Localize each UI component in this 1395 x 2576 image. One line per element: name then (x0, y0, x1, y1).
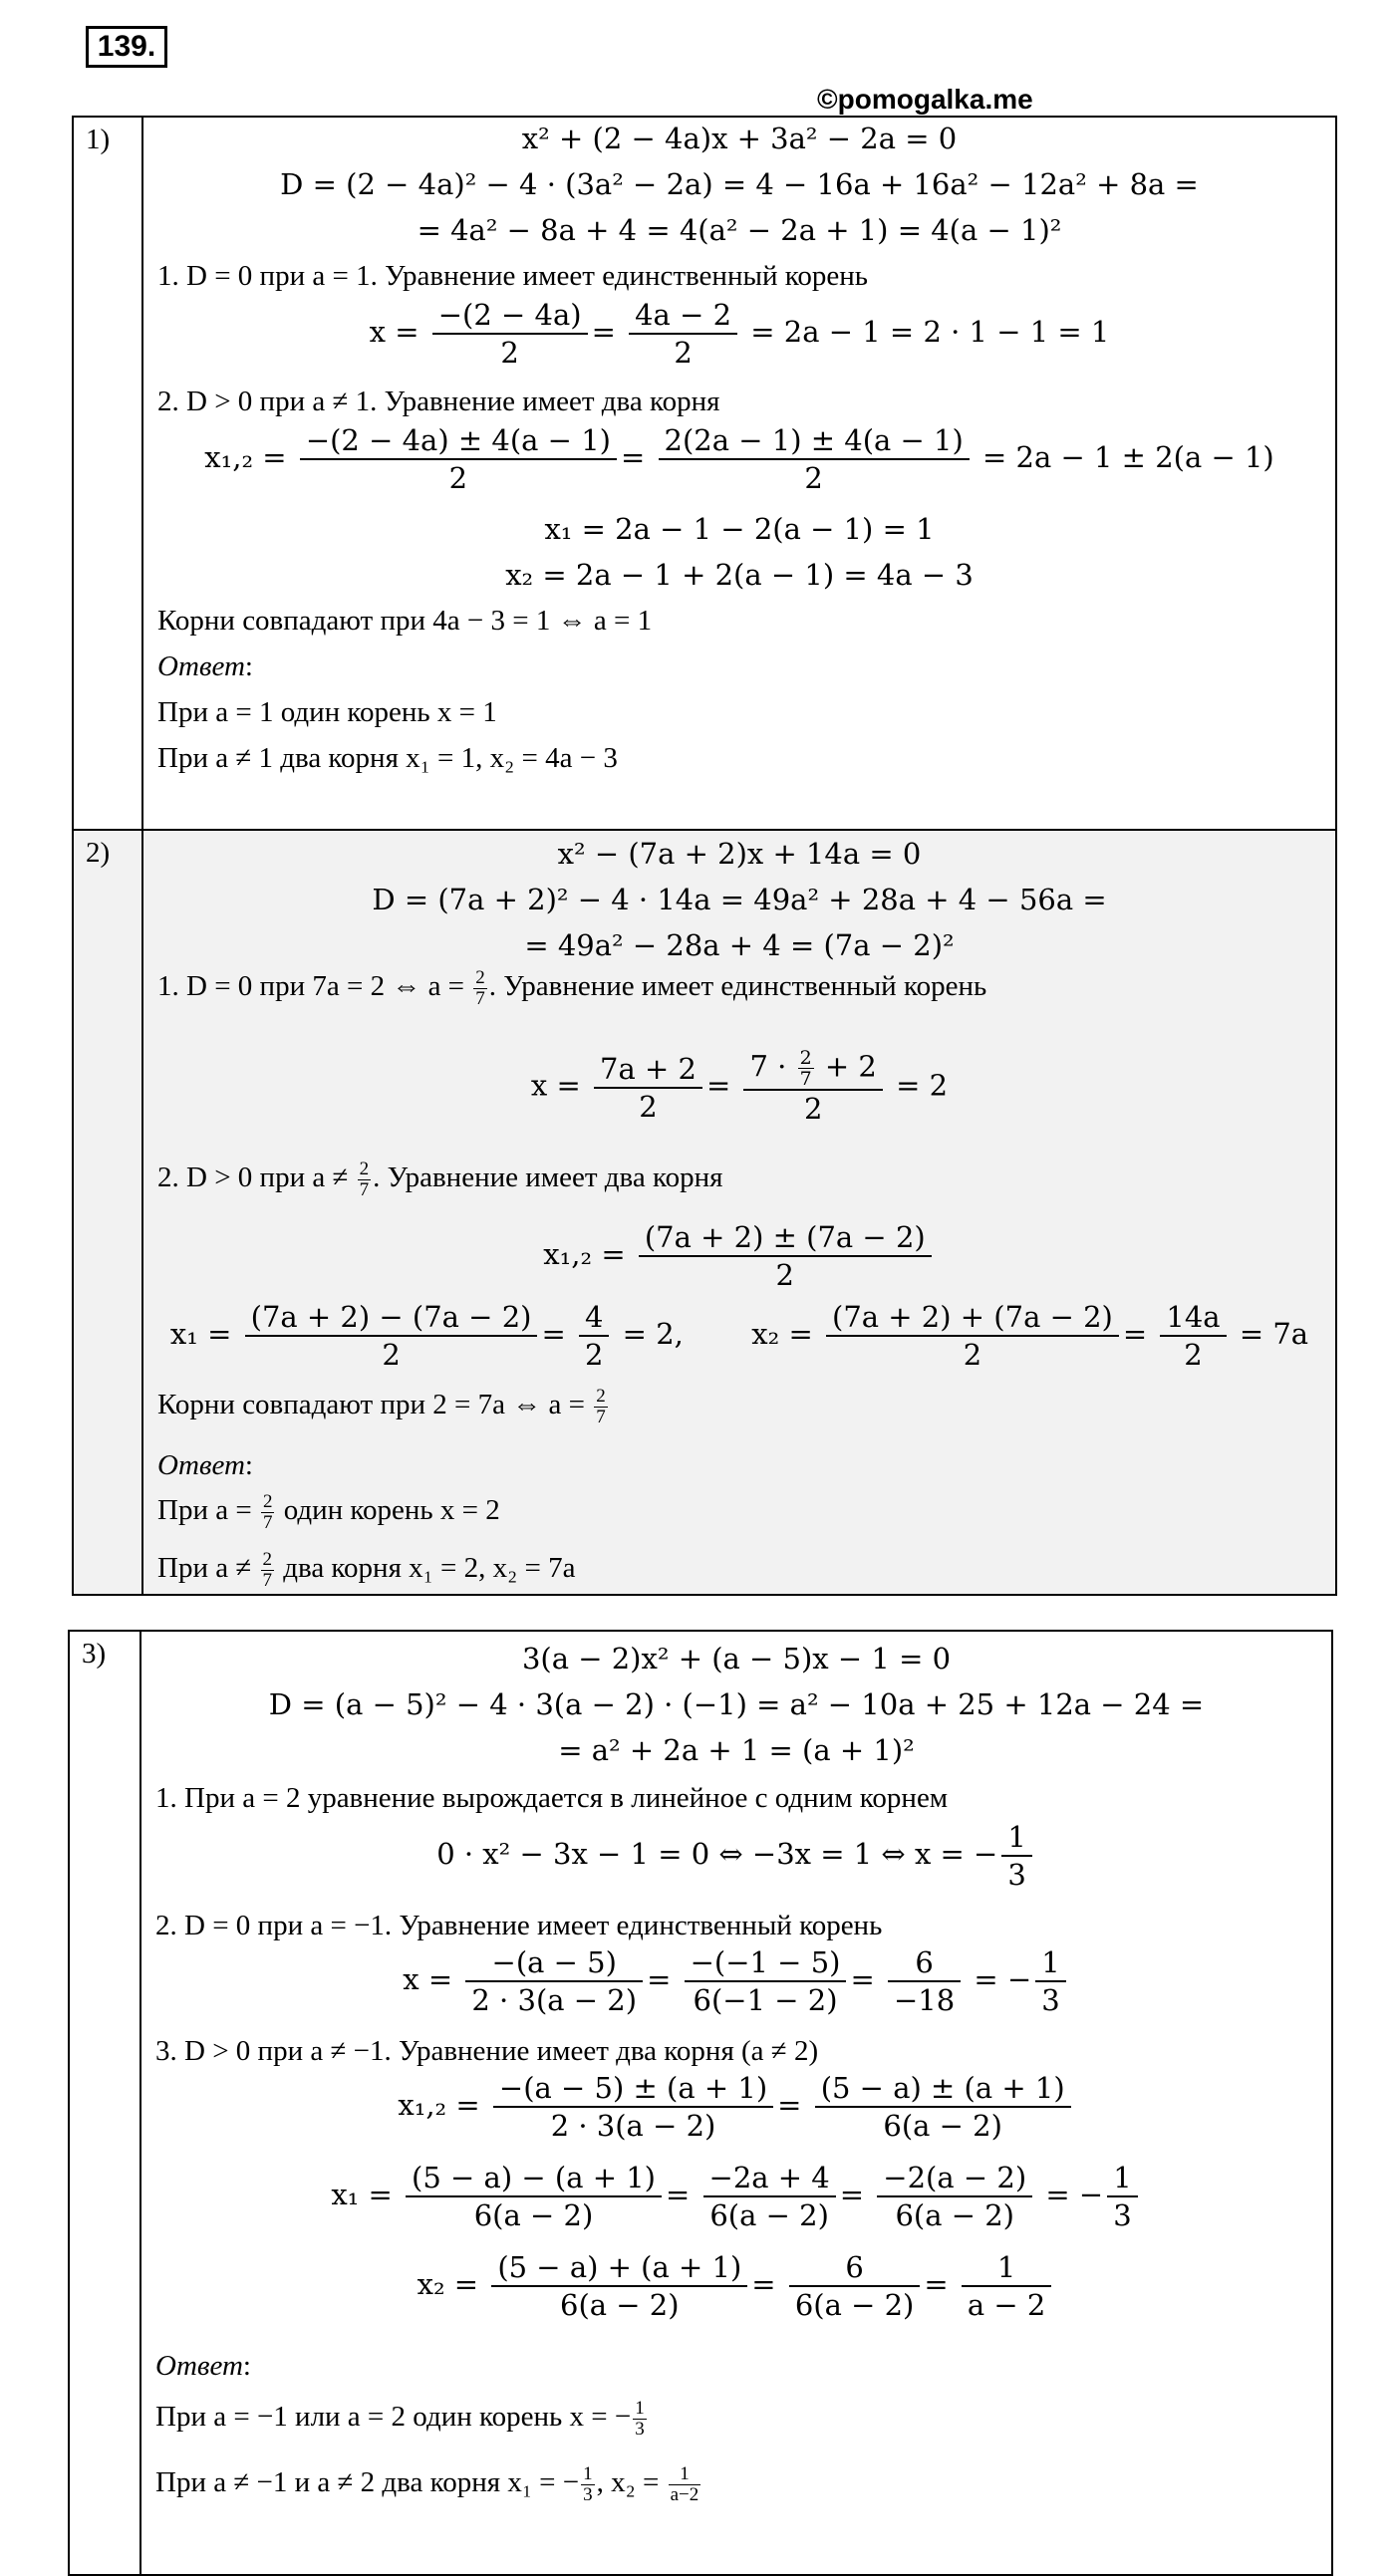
part-1-coincide: Корни совпадают при 4a − 3 = 1 ⇔ a = 1 (157, 605, 653, 637)
part-1-box (72, 116, 1337, 831)
part-3-single-root: x = $\frac{-(a - 5)}{2 \cdot 3(a - 2)}$ = $\frac{-(-1 - 5)}{6(-1 - 2)}$ = $\frac{6}{-18}$ = − $\frac{1}{3}$ (141, 1944, 1331, 2018)
part-2-coincide: Корни совпадают при 2 = 7a ⇔ a = $\frac{2}{7}$ (157, 1386, 606, 1427)
part-2-case-2: 2. D > 0 при a ≠ $\frac{2}{7}$ . Уравнение имеет два корня (157, 1159, 723, 1200)
part-2-box (72, 829, 1337, 1596)
part-1-case-1: 1. D = 0 при a = 1. Уравнение имеет единственный корень (157, 260, 868, 292)
part-3-answer-label: Ответ: (155, 2350, 251, 2382)
part-2-discriminant-1: D = (7a + 2)² − 4 · 14a = 49a² + 28a + 4 − 56a = (372, 883, 1107, 916)
part-1-x1: x₁ = 2a − 1 − 2(a − 1) = 1 (544, 512, 935, 546)
part-3-discriminant-1: D = (a − 5)² − 4 · 3(a − 2) · (−1) = a² − 10a + 25 + 12a − 24 = (268, 1687, 1205, 1721)
part-1-answer-2: При a ≠ 1 два корня x₁ = 1, x₂ = 4a − 3 (157, 742, 618, 774)
part-2-case-1: 1. D = 0 при 7a = 2 ⇔ a = $\frac{2}{7}$ . Уравнение имеет единственный корень (157, 967, 987, 1009)
part-3-two-roots: x₁,₂ = $\frac{-(a - 5) \pm (a + 1)}{2 \cdot 3(a - 2)}$ = $\frac{(5 - a) \pm (a + 1)}{6(a - 2)}$ (141, 2070, 1331, 2144)
part-2-answer-2: При a ≠ $\frac{2}{7}$ два корня x₁ = 2, x₂ = 7a (157, 1549, 576, 1591)
part-1-discriminant-1: D = (2 − 4a)² − 4 · (3a² − 2a) = 4 − 16a + 16a² − 12a² + 8a = (280, 167, 1199, 201)
part-3-answer-2: При a ≠ −1 и a ≠ 2 два корня x₁ = − $\frac{1}{3}$ , x₂ = $\frac{1}{a-2}$ (155, 2463, 699, 2505)
part-1-two-roots: x₁,₂ = $\frac{-(2 - 4a) \pm 4(a - 1)}{2}$ = $\frac{2(2a - 1) \pm 4(a - 1)}{2}$ = 2a − 1 ± 2(a − 1) (204, 423, 1274, 495)
part-1-answer-label: Ответ: (157, 650, 253, 682)
part-3-case-3: 3. D > 0 при a ≠ −1. Уравнение имеет два корня (a ≠ 2) (155, 2035, 819, 2067)
part-2-single-root: x = $\frac{7a + 2}{2}$ = 7 · $\frac{2}{7}$ + 2 2 = 2 (530, 1047, 949, 1126)
part-1-answer-1: При a = 1 один корень x = 1 (157, 696, 497, 728)
part-3-discriminant-2: = a² + 2a + 1 = (a + 1)² (558, 1733, 915, 1767)
part-1-single-root: x = $\frac{-(2 - 4a)}{2}$ = $\frac{4a - 2}{2}$ = 2a − 1 = 2 · 1 − 1 = 1 (369, 298, 1110, 370)
part-3-x1: x₁ = $\frac{(5 - a) - (a + 1)}{6(a - 2)}$ = $\frac{-2a + 4}{6(a - 2)}$ = $\frac{-2(a - 2)}{6(a - 2)}$ = − $\frac{1}{3}$ (141, 2160, 1331, 2233)
part-1-discriminant-2: = 4a² − 8a + 4 = 4(a² − 2a + 1) = 4(a − 1)² (417, 213, 1062, 247)
problem-number: 139. (86, 26, 167, 68)
watermark: ©pomogalka.me (817, 84, 1033, 115)
part-3-answer-1: При a = −1 или a = 2 один корень x = − $\frac{1}{3}$ (155, 2398, 645, 2440)
part-1-case-2: 2. D > 0 при a ≠ 1. Уравнение имеет два корня (157, 386, 720, 417)
part-3-case-2: 2. D = 0 при a = −1. Уравнение имеет единственный корень (155, 1910, 883, 1941)
part-3-x2: x₂ = $\frac{(5 - a) + (a + 1)}{6(a - 2)}$ = $\frac{6}{6(a - 2)}$ = $\frac{1}{a - 2}$ (141, 2249, 1331, 2323)
part-3-case-1: 1. При a = 2 уравнение вырождается в линейное с одним корнем (155, 1782, 949, 1814)
part-3-linear: 0 · x² − 3x − 1 = 0 ⇔ −3x = 1 ⇔ x = − $\frac{1}{3}$ (141, 1819, 1331, 1893)
part-1-equation: x² + (2 − 4a)x + 3a² − 2a = 0 (521, 122, 958, 155)
part-3-box (68, 1630, 1333, 2576)
part-2-equation: x² − (7a + 2)x + 14a = 0 (557, 837, 922, 871)
part-1-label: 1) (74, 118, 143, 829)
part-2-answer-1: При a = $\frac{2}{7}$ один корень x = 2 (157, 1491, 500, 1533)
part-2-discriminant-2: = 49a² − 28a + 4 = (7a − 2)² (524, 928, 955, 962)
part-2-label: 2) (74, 831, 143, 1594)
part-2-two-roots: x₁,₂ = $\frac{(7a + 2) \pm (7a - 2)}{2}$ (143, 1219, 1335, 1293)
part-3-label: 3) (70, 1632, 141, 2574)
part-2-answer-label: Ответ: (157, 1449, 253, 1481)
part-1-x2: x₂ = 2a − 1 + 2(a − 1) = 4a − 3 (505, 558, 974, 592)
part-3-equation: 3(a − 2)x² + (a − 5)x − 1 = 0 (521, 1642, 952, 1675)
part-2-x1-x2: x₁ = $\frac{(7a + 2) - (7a - 2)}{2}$ = $\frac{4}{2}$ = 2, x₂ = $\frac{(7a + 2) + (7a - 2)}{2}$ = $\frac{14a}{2}$ = 7a (169, 1300, 1309, 1372)
